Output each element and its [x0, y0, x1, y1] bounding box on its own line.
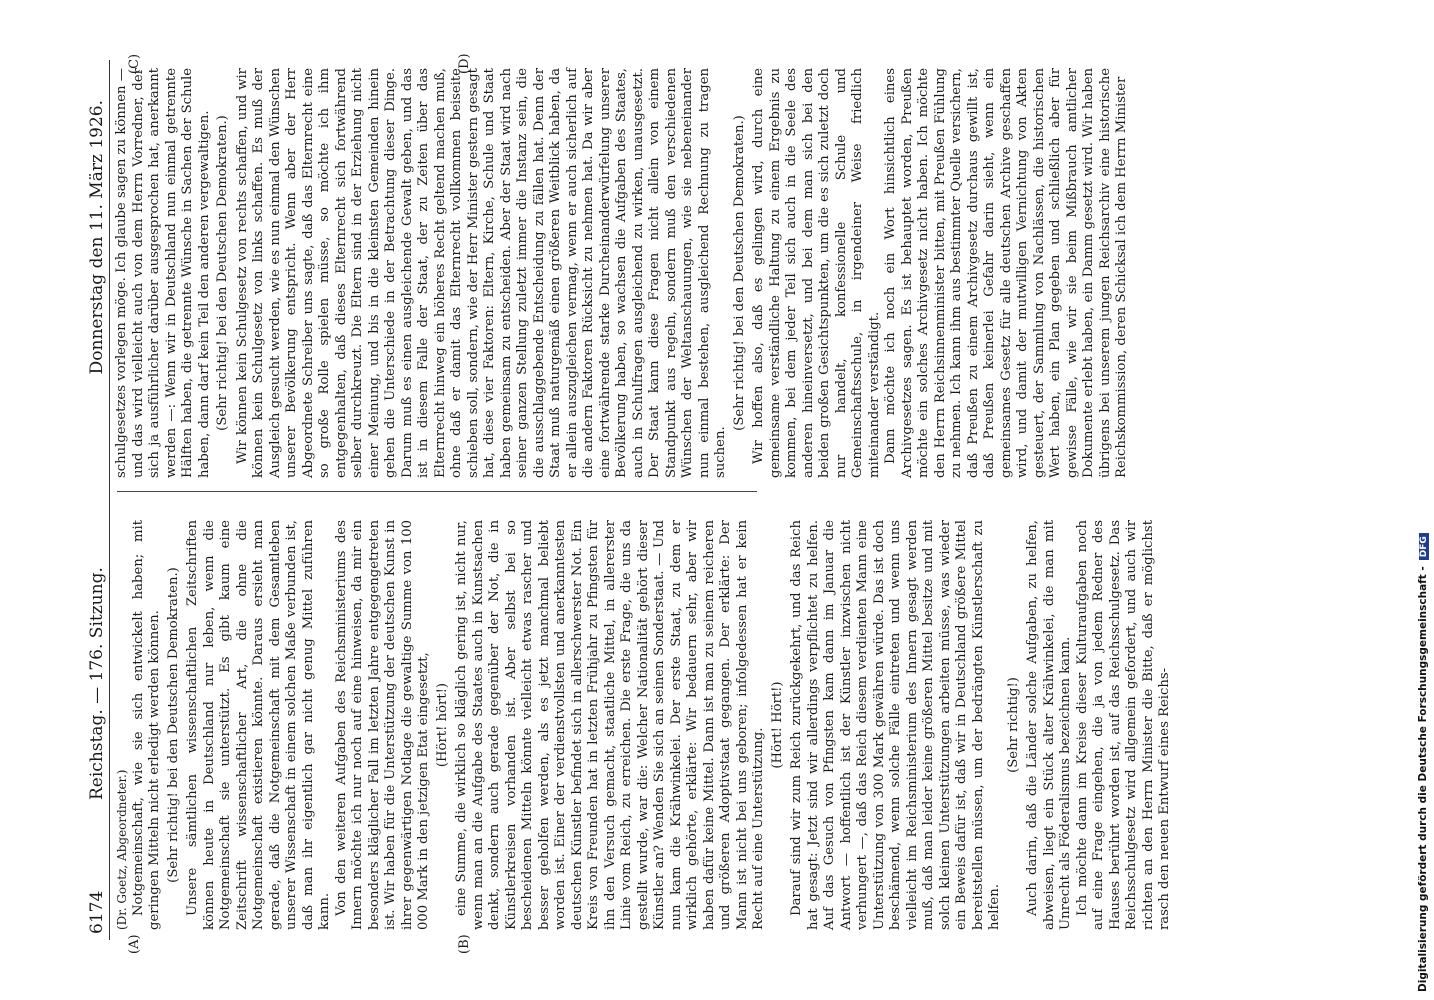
session-title: Reichstag. — 176. Sitzung. — [87, 567, 107, 800]
paragraph: eine Summe, die wirklich so kläglich gering ist, nicht nur, wenn man an die Aufgabe des Staates auch in Kunstsachen denkt, sondern auch gerade gegenüber der Not, die in Künstlerkreisen vorhanden ist. Aber selbst bei so bescheidenen Mitteln könnte vielleicht etwas rascher und besser geholfen werden, als es jetzt manchmal beliebt worden ist. Einer der verdienstvollsten und anerkanntesten deutschen Künstler befindet sich in allerschwerster Not. Ein Kreis von Freunden hat in letzten Frühjahr zu Pfingsten für ihn den Versuch gemacht, staatliche Mittel, in allererster Linie vom Reich, zu erreichen. Die erste Frage, die uns da gestellt wurde, war die: Welcher Nationalität gehört dieser Künstler an? Wenden Sie sich an seinen Sonderstaat. — Und nun kam die Krähwinkelei. Der erste Staat, zu dem er wirklich gehörte, erklärte: Wir bedauern sehr, aber wir haben dafür keine Mittel. Dann ist man zu seinem reicheren und größeren Adoptivstaat gegangen. Der erklärte: Der Mann ist nicht bei uns geboren; infolgedessen hat er kein Recht auf eine Unterstützung. — [454, 520, 766, 930]
paragraph: Unsere sämtlichen wissenschaftlichen Zeitschriften können heute in Deutschland nur leben, wenn die Notgemeinschaft sie unterstützt. Es gibt kaum eine Zeitschrift wissenschaftlicher Art, die ohne die Notgemeinschaft existieren könnte. Daraus ersieht man gerade, daß die Notgemeinschaft mit dem Gesamtleben unserer Wissenschaft in einem solchen Maße verbunden ist, daß man ihr eigentlich gar nicht genug Mittel zuführen kann. — [185, 520, 332, 930]
interjection: (Hört! hört!) — [434, 682, 450, 768]
paragraph: Dann möchte ich noch ein Wort hinsichtlich eines Archivgesetzes sagen. Es ist behauptet worden, Preußen möchte ein solches Archivgesetz nicht haben. Ich möchte den Herrn Reichsinnenminister bitten, mit Preußen Fühlung zu nehmen. Ich kann ihm aus bestimmter Quelle versichern, daß Preußen zu einem Archivgesetz durchaus gewillt ist, daß Preußen keinerlei Gefahr darin sieht, wenn ein gemeinsames Gesetz für alle deutschen Archive geschaffen wird, und damit der mutwilligen Vernichtung von Akten gesteuert, der Sammlung von Nachlässen, die historischen Wert haben, ein Plan gegeben und schließlich aber für gewisse Fälle, wie wir sie beim Mißbrauch amtlicher Dokumente erlebt haben, ein Damm gesetzt wird. Wir haben übrigens bei unserem jungen Reichsarchiv eine historische Reichskommission, deren Schicksal ich dem Herrn Minister — [883, 68, 1129, 478]
margin-marker-a: (A) — [127, 934, 142, 954]
paragraph: Ich möchte dann im Kreise dieser Kulturaufgaben noch auf eine Frage eingehen, die ja von jedem Redner des Hauses berührt worden ist, auf das Reichsschulgesetz. Das Reichsschulgesetz wird allgemein gefordert, und auch wir richten an den Herrn Minister die Bitte, daß er möglichst rasch den neuen Entwurf eines Reichs- — [1074, 520, 1172, 930]
paragraph: Notgemeinschaft, wie sie sich entwickelt haben; mit geringen Mitteln nicht erledigt werden können. — [130, 520, 162, 930]
right-column — [114, 68, 1131, 478]
column-divider — [117, 491, 757, 492]
paragraph: schulgesetzes vorlegen möge. Ich glaube sagen zu können — und das wird vielleicht auch von dem Herrn Vorredner, der sich ja ausführlicher darüber ausgesprochen hat, anerkannt werden —: Wenn wir in Deutschland nun einmal getrennte Hälften haben, die getrennte Wünsche in Sachen der Schule haben, dann darf kein Teil den anderen vergewaltigen. — [114, 68, 212, 478]
header-rule — [109, 60, 110, 940]
left-column — [114, 520, 1174, 930]
digitization-credit — [1417, 2, 1434, 992]
margin-marker-d: (D) — [457, 53, 472, 74]
speaker-line: (Dr. Goetz, Abgeordneter.) — [115, 769, 129, 930]
interjection: (Sehr richtig!) — [1005, 677, 1021, 773]
rotated-document-page — [17, 53, 1417, 954]
credit-text: Digitalisierung gefördert durch die Deutsche Forschungsgemeinschaft - — [1417, 566, 1429, 992]
paragraph: Wir können kein Schulgesetz von rechts schaffen, und wir können kein Schulgesetz von links schaffen. Es muß der Ausgleich gesucht werden, wie es nun einmal den Wünschen unserer Bevölkerung entspricht. Wenn aber der Herr Abgeordnete Schreiber uns sagte, daß das Elternrecht eine so große Rolle spielen müsse, so möchte ich ihm entgegenhalten, daß dieses Elternrecht sich fortwährend selber durchkreuzt. Die Eltern sind in der Erziehung nicht einer Meinung, und bis in die kleinsten Gemeinden hinein gehen die Unterschiede in der Betrachtung dieser Dinge. Darum muß es einen ausgleichende Gewalt geben, und das ist in diesem Falle der Staat, der zu Zeiten über das Elternrecht hinweg ein höheres Recht geltend machen muß, ohne daß er damit das Elternrecht vollkommen beiseite schieben soll, sondern, wie der Herr Minister gestern gesagt hat, diese vier Faktoren: Eltern, Kirche, Schule und Staat haben gemeinsam zu entscheiden. Aber der Staat wird nach seiner ganzen Stellung zuletzt immer die Instanz sein, die die ausschlaggebende Entscheidung zu fällen hat. Denn der Staat muß naturgemäß einen größeren Weitblick haben, da er allein auszugleichen vermag, wenn er auch sicherlich auf die andern Faktoren Rücksicht zu nehmen hat. Da wir aber eine fortwährende starke Durcheinanderwürfelung unserer Bevölkerung haben, so wachsen die Aufgaben des Staates, auch in Schulfragen ausgleichend zu wirken, unausgesetzt. Der Staat kann diese Fragen nicht allein von einem Standpunkt aus regeln, sondern muß den verschiedenen Wünschen der Weltanschauungen, wie sie nebeneinander nun einmal bestehen, ausgleichend Rechnung zu tragen suchen. — [234, 68, 728, 478]
interjection: (Hört! Hört!) — [769, 681, 785, 769]
paragraph: Von den weiteren Aufgaben des Reichsministeriums des Innern möchte ich nur noch auf eine hinweisen, da mir ein besonders kläglicher Fall im letzten Jahre entgegengetreten ist. Wir haben für die Unterstützung der deutschen Kunst in ihrer gegenwärtigen Notlage die gewaltige Summe von 100 000 Mark in den jetzigen Etat eingesetzt, — [333, 520, 431, 930]
paragraph: Darauf sind wir zum Reich zurückgekehrt, und das Reich hat gesagt: Jetzt sind wir allerdings verpflichtet zu helfen. Auf das Gesuch von Pfingsten kam dann im Januar die Antwort — hoffentlich ist der Künstler inzwischen nicht verhungert —, daß das Reich diesem verdienten Mann eine Unterstützung von 300 Mark gewähren würde. Das ist doch beschämend, wenn solche Fälle eintreten und wenn uns vielleicht im Reichsministerium des Innern gesagt werden muß, daß man leider keine größeren Mittel besitze und mit solch kleinen Unterstützungen arbeiten müsse, was wieder ein Beweis dafür ist, daß wir in Deutschland größere Mittel bereitstellen müssen, um der bedrängten Künstlerschaft zu helfen. — [789, 520, 1002, 930]
paragraph: Wir hoffen also, daß es gelingen wird, durch eine gemeinsame verständliche Haltung zu einem Ergebnis zu kommen, bei dem jeder Teil sich auch in die Seele des anderen hineinversetzt, und bei dem man sich bei den beiden großen Gesichtspunkten, um die es sich zuletzt doch nur handelt, konfessionelle Schule und Gemeinschaftsschule, in irgendeiner Weise friedlich miteinander verständigt. — [751, 68, 882, 478]
dfg-logo: DFG — [1419, 533, 1429, 560]
session-date: Donnerstag den 11. März 1926. — [87, 100, 107, 375]
page-number: 6174 — [87, 890, 107, 934]
paragraph: Auch darin, daß die Länder solche Aufgaben, zu helfen, abweisen, liegt ein Stück alter Krähwinkelei, die man mit Unrecht als Föderalismus bezeichnen kann. — [1025, 520, 1073, 930]
margin-marker-c: (C) — [127, 53, 142, 74]
interjection: (Sehr richtig! bei den Deutschen Demokraten.) — [165, 567, 181, 883]
page-header — [87, 60, 111, 940]
margin-marker-b: (B) — [457, 934, 472, 954]
interjection: (Sehr richtig! bei den Deutschen Demokraten.) — [215, 115, 230, 431]
interjection: (Sehr richtig! bei den Deutschen Demokraten.) — [731, 115, 747, 431]
